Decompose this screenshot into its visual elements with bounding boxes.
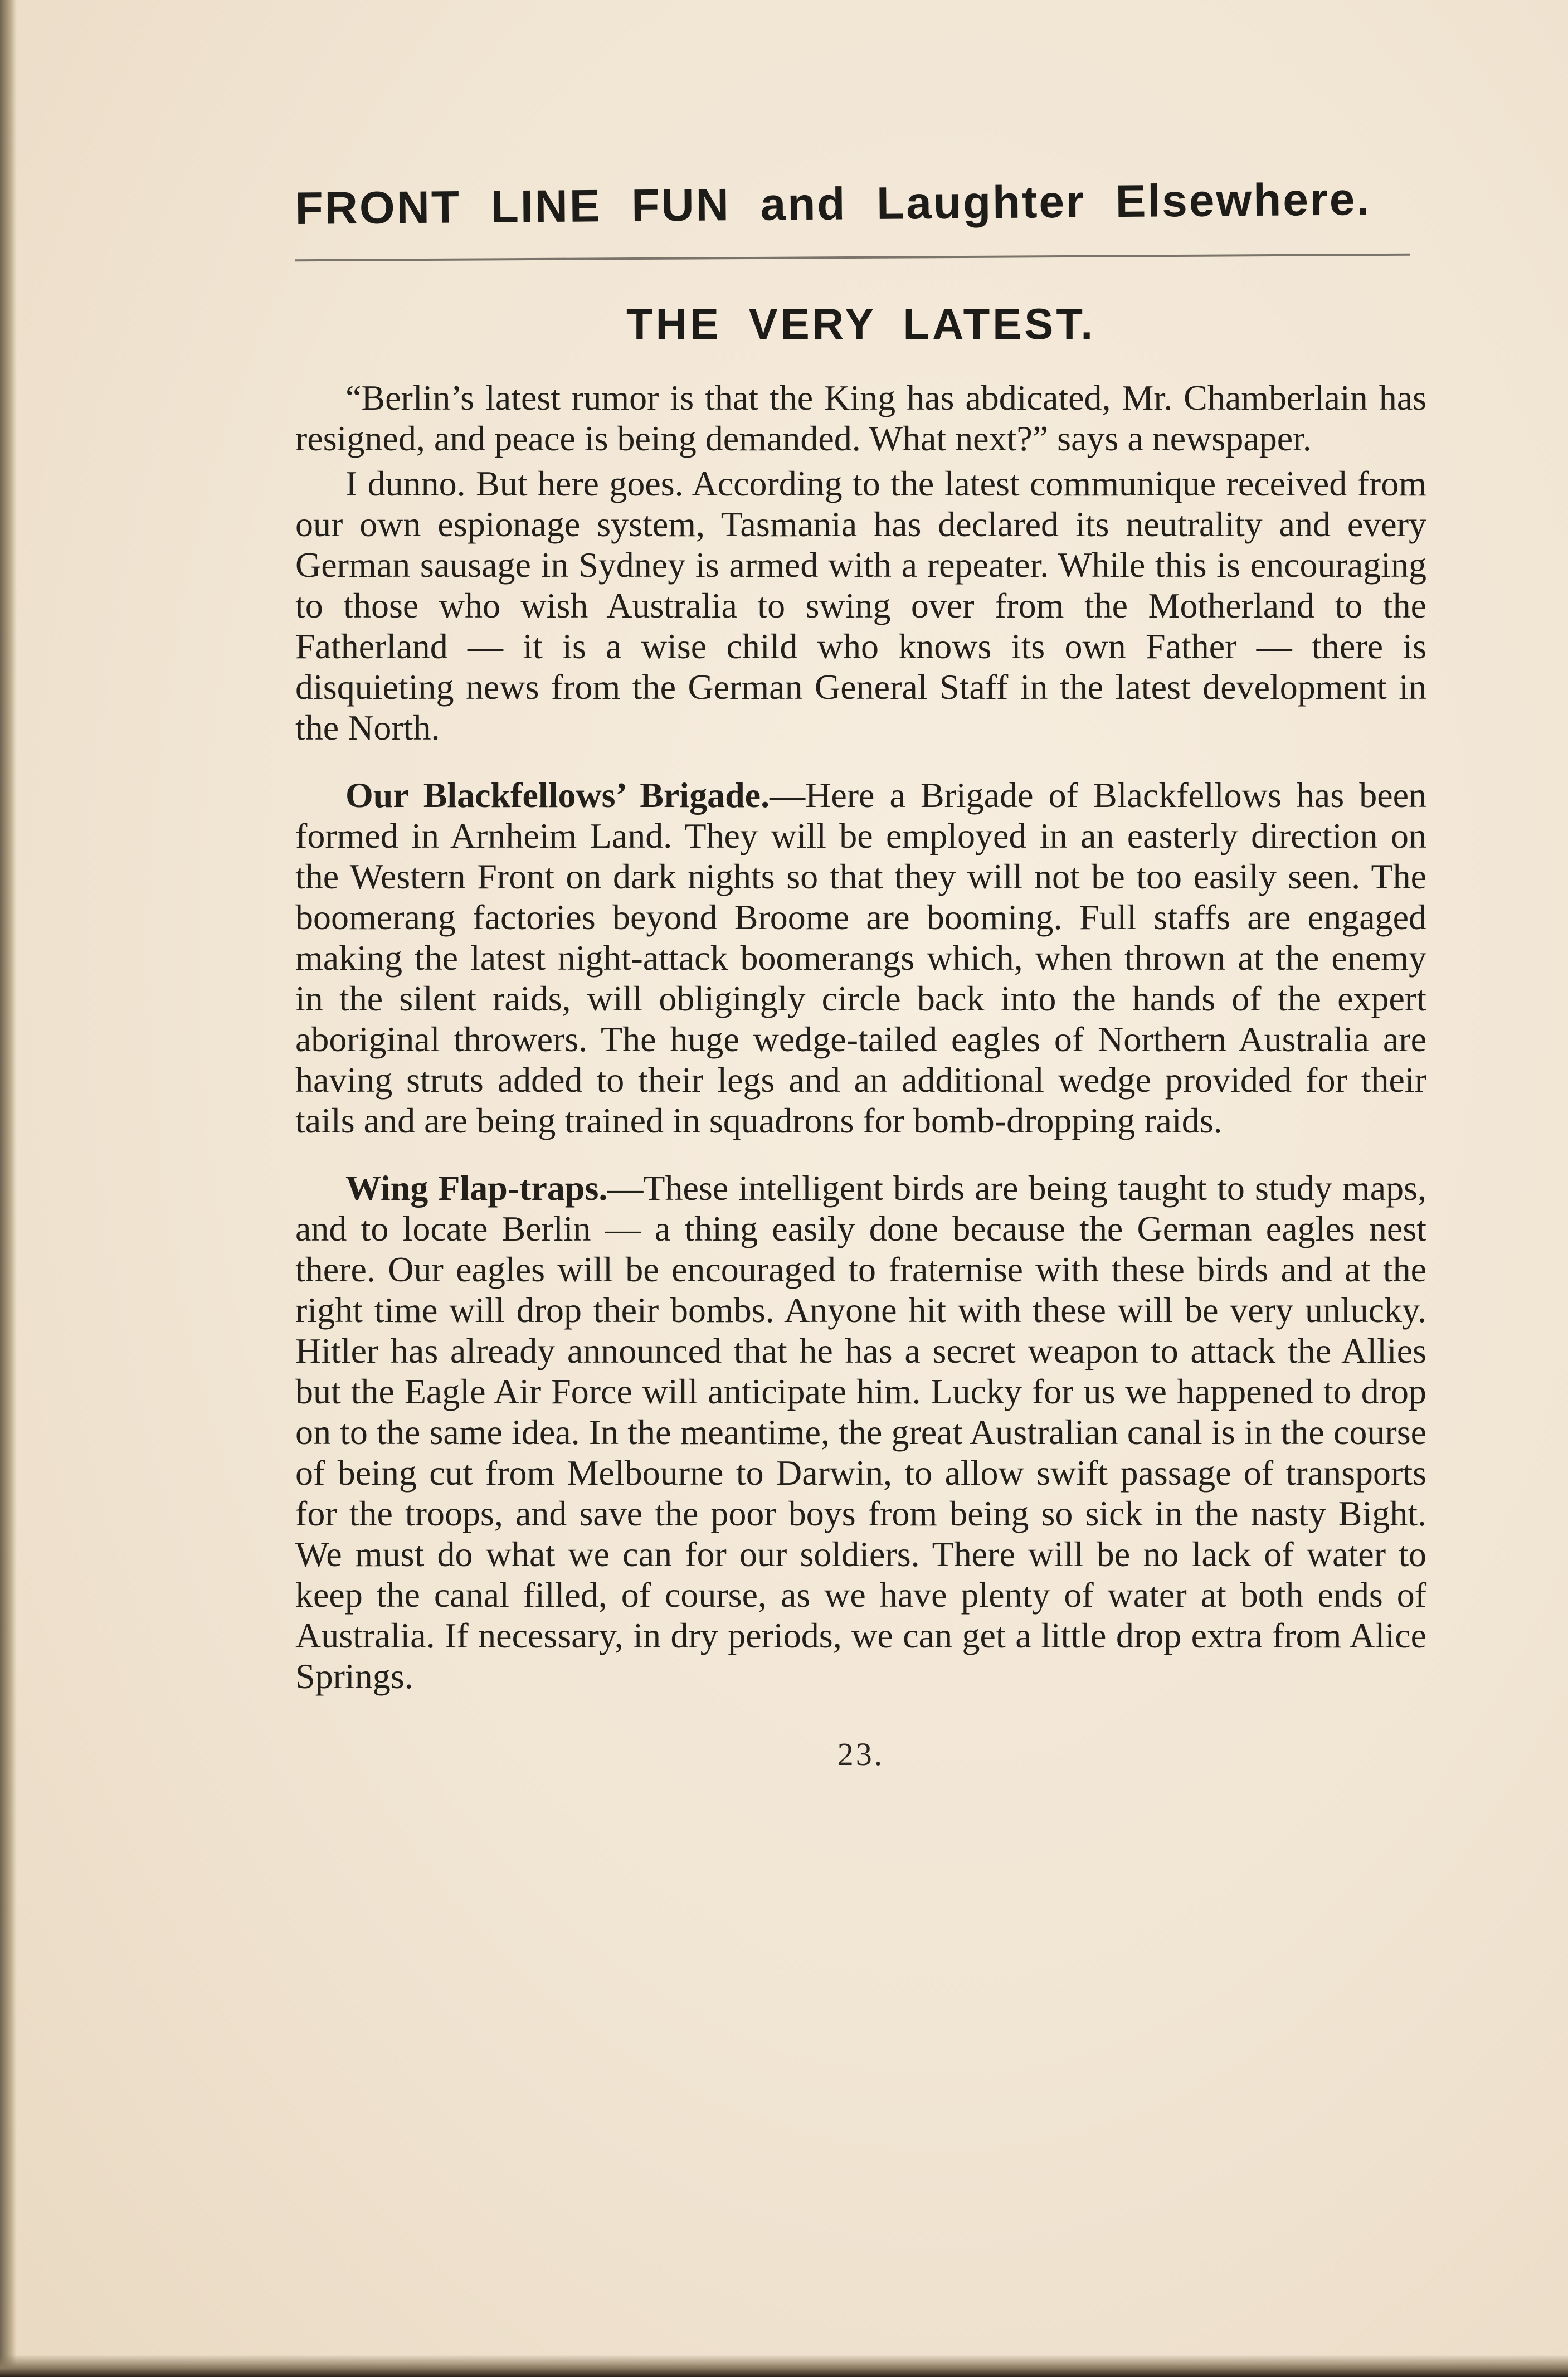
paragraph-2-text: I dunno. But here goes. According to the latest communique received from our own espionage system, Tasmania has declared its neutrality and every German sausage in Sydney is armed with a repeater. While this is encouraging to those who wish Australia to swing over from the Motherland to the Fatherland — it is a wise child who knows its own Father — there is disquieting news from the German General Staff in the latest development in the North. xyxy=(295,464,1426,748)
paragraph-4 xyxy=(295,1168,1426,1697)
paragraph-3 xyxy=(295,775,1426,1141)
running-head: FRONT LINE FUN and Laughter Elsewhere. xyxy=(295,174,1371,234)
page-bottom-edge xyxy=(0,2355,1568,2377)
paragraph-3-text: —Here a Brigade of Blackfellows has been formed in Arnheim Land. They will be employed in an easterly direction on the Western Front on dark nights so that they will not be too easily seen. The boomerang factories beyond Broome are booming. Full staffs are engaged making the latest night-attack boomerangs which, when thrown at the enemy in the silent raids, will obligingly circle back into the hands of the expert aboriginal throwers. The huge wedge-tailed eagles of Northern Australia are having struts added to their legs and an additional wedge provided for their tails and are being trained in squadrons for bomb-dropping raids. xyxy=(295,775,1427,1141)
page-content xyxy=(295,174,1427,1773)
header-rule xyxy=(295,254,1410,261)
paragraph-1 xyxy=(295,377,1426,459)
page-binding-edge xyxy=(0,0,17,2377)
paragraph-1-text: “Berlin’s latest rumor is that the King has abdicated, Mr. Chamberlain has resigned, and peace is being demanded. What next?” says a newspaper. xyxy=(295,378,1426,459)
paragraph-2 xyxy=(295,463,1426,748)
paragraph-4-lead: Wing Flap-traps. xyxy=(345,1168,608,1208)
paragraph-4-text: —These intelligent birds are being taught to study maps, and to locate Berlin — a thing easily done because the German eagles nest there. Our eagles will be encouraged to fraternise with these birds and at the right time will drop their bombs. Anyone hit with these will be very unlucky. Hitler has already announced that he has a secret weapon to attack the Allies but the Eagle Air Force will anticipate him. Lucky for us we happened to drop on to the same idea. In the meantime, the great Australian canal is in the course of being cut from Melbourne to Darwin, to allow swift passage of transports for the troops, and save the poor boys from being so sick in the nasty Bight. We must do what we can for our soldiers. There will be no lack of water to keep the canal filled, of course, as we have plenty of water at both ends of Australia. If necessary, in dry periods, we can get a little drop extra from Alice Springs. xyxy=(295,1168,1427,1697)
paragraph-3-lead: Our Blackfellows’ Brigade. xyxy=(345,775,770,815)
article-title: THE VERY LATEST. xyxy=(626,299,1095,349)
page-number: 23. xyxy=(837,1736,885,1773)
